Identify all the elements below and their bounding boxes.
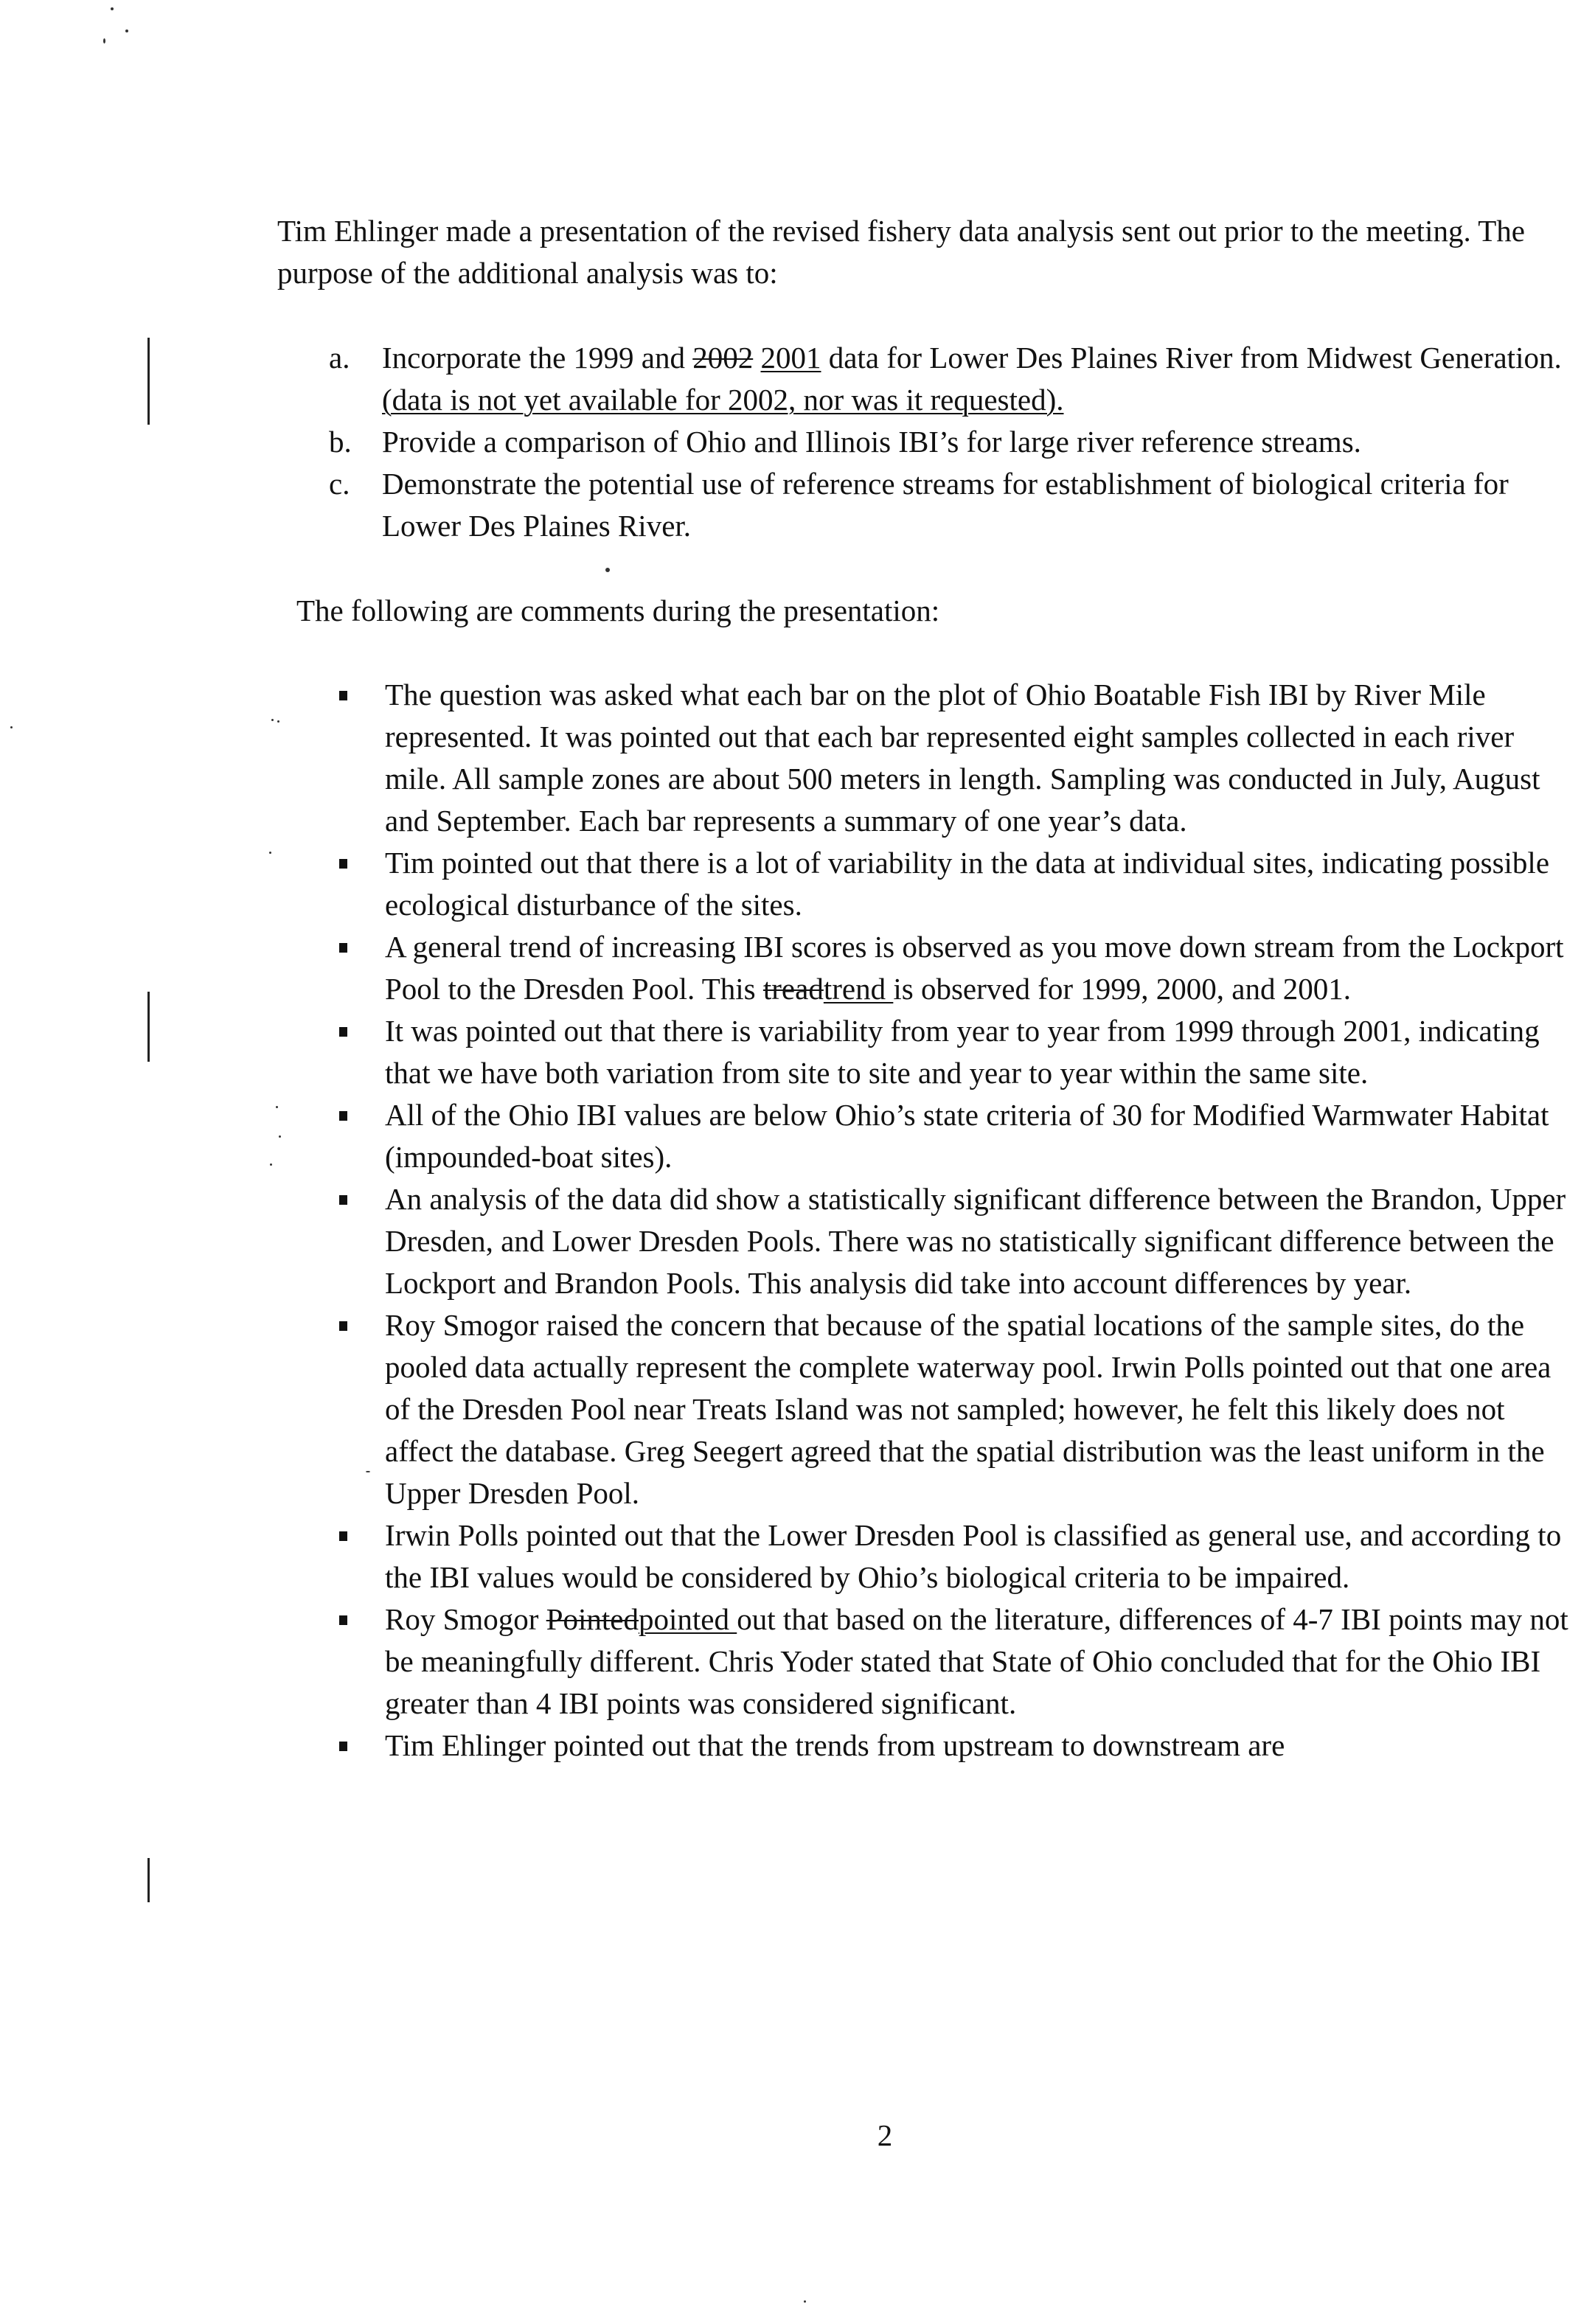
comment-text: A general trend of increasing IBI scores is observed as you move down stream from the Lockport Pool to the Dresden Pool. This — [385, 930, 1564, 1006]
deleted-text: Pointed — [546, 1602, 639, 1636]
comment-text: out that based on the literature, differences of 4-7 IBI points may not be meaningfully different. Chris Yoder stated that State of Ohio concluded that for the Ohio IBI greater than 4 IBI points was considered significant. — [385, 1602, 1568, 1720]
comment-text: Roy Smogor raised the concern that because of the spatial locations of the sample sites, do the pooled data actually represent the complete waterway pool. Irwin Polls pointed out that one area of the Dresden Pool near Treats Island was not sampled; however, he felt this likely does not affect the database. Greg Seegert agreed that the spatial distribution was the least uniform in the Upper Dresden Pool. — [385, 1308, 1552, 1510]
scan-speck — [276, 1106, 278, 1108]
bullet-square-icon — [339, 1027, 347, 1037]
objective-marker: b. — [329, 425, 352, 459]
scan-speck — [103, 38, 105, 44]
bullet-square-icon — [339, 1321, 347, 1331]
bullet-square-icon — [339, 1531, 347, 1541]
comment-text: An analysis of the data did show a statistically significant difference between the Brandon, Upper Dresden, and Lower Dresden Pools. There was no statistically significant difference between the Lockport and Brandon Pools. This analysis did take into account differences by year. — [385, 1182, 1566, 1300]
objective-item — [329, 337, 1569, 421]
comment-item — [385, 1094, 1574, 1178]
change-bar — [147, 992, 150, 1062]
scan-speck — [10, 726, 13, 728]
comment-item — [385, 674, 1574, 842]
objective-text: data for Lower Des Plaines River from Midwest Generation. — [821, 341, 1562, 375]
objective-text: Demonstrate the potential use of reference streams for establishment of biological criteria for Lower Des Plaines River. — [382, 467, 1509, 543]
inserted-text: trend — [823, 972, 894, 1006]
scan-speck — [605, 568, 610, 572]
scan-speck — [125, 29, 128, 32]
inserted-text: pointed — [639, 1602, 737, 1636]
objective-marker: c. — [329, 467, 350, 501]
comment-text: is observed for 1999, 2000, and 2001. — [893, 972, 1351, 1006]
comment-text: Tim pointed out that there is a lot of variability in the data at individual sites, indicating possible ecological disturbance of the sites. — [385, 846, 1550, 922]
comment-text: Irwin Polls pointed out that the Lower Dresden Pool is classified as general use, and according to the IBI values would be considered by Ohio’s biological criteria to be impaired. — [385, 1518, 1562, 1594]
bullet-square-icon — [339, 1195, 347, 1205]
comment-item — [385, 1010, 1574, 1094]
comment-item — [385, 1725, 1574, 1767]
objective-text — [753, 341, 760, 375]
comment-text: Tim Ehlinger pointed out that the trends from upstream to downstream are — [385, 1728, 1285, 1762]
scan-speck — [277, 720, 279, 723]
comment-item — [385, 926, 1574, 1010]
objective-item — [329, 463, 1569, 547]
objective-text: Incorporate the 1999 and — [382, 341, 693, 375]
comment-text: The question was asked what each bar on the plot of Ohio Boatable Fish IBI by River Mile represented. It was pointed out that each bar represented eight samples collected in each river mile. All sample zones are about 500 meters in length. Sampling was conducted in July, August and September. Each bar represents a summary of one year’s data. — [385, 678, 1540, 838]
comment-text: Roy Smogor — [385, 1602, 546, 1636]
comment-item — [385, 1514, 1574, 1598]
scan-speck — [270, 1163, 272, 1166]
comment-item — [385, 1598, 1574, 1725]
bullet-square-icon — [339, 943, 347, 953]
intro-paragraph: Tim Ehlinger made a presentation of the revised fishery data analysis sent out prior to the meeting. The purpose of the additional analysis was to: — [277, 214, 1525, 290]
change-bar — [147, 338, 150, 425]
bullet-square-icon — [339, 691, 347, 700]
bullet-square-icon — [339, 1615, 347, 1625]
objective-item — [329, 421, 1569, 463]
scan-speck — [269, 852, 271, 854]
scan-speck — [279, 1135, 281, 1138]
comments-lead: The following are comments during the presentation: — [296, 594, 940, 627]
change-bar — [147, 1858, 150, 1902]
scan-speck — [804, 2300, 806, 2303]
bullet-square-icon — [339, 1111, 347, 1121]
deleted-text: 2002 — [692, 341, 754, 375]
scan-speck — [111, 7, 114, 10]
scan-speck — [366, 1471, 370, 1472]
comment-item — [385, 1178, 1574, 1304]
objective-text: Provide a comparison of Ohio and Illinois IBI’s for large river reference streams. — [382, 425, 1361, 459]
comment-text: It was pointed out that there is variability from year to year from 1999 through 2001, indicating that we have both variation from site to site and year to year within the same site. — [385, 1014, 1540, 1090]
page-number: 2 — [877, 2118, 893, 2152]
inserted-text: 2001 — [760, 341, 821, 375]
bullet-square-icon — [339, 1742, 347, 1751]
comments-list — [385, 674, 1574, 1767]
scan-speck — [271, 719, 274, 721]
comment-item — [385, 842, 1574, 926]
deleted-text: tread — [762, 972, 824, 1006]
bullet-square-icon — [339, 859, 347, 869]
objective-marker: a. — [329, 341, 350, 375]
comment-text: All of the Ohio IBI values are below Ohio’s state criteria of 30 for Modified Warmwater Habitat (impounded-boat sites). — [385, 1098, 1549, 1174]
inserted-text: (data is not yet available for 2002, nor was it requested). — [382, 383, 1064, 417]
objectives-list — [329, 337, 1569, 547]
comment-item — [385, 1304, 1574, 1514]
